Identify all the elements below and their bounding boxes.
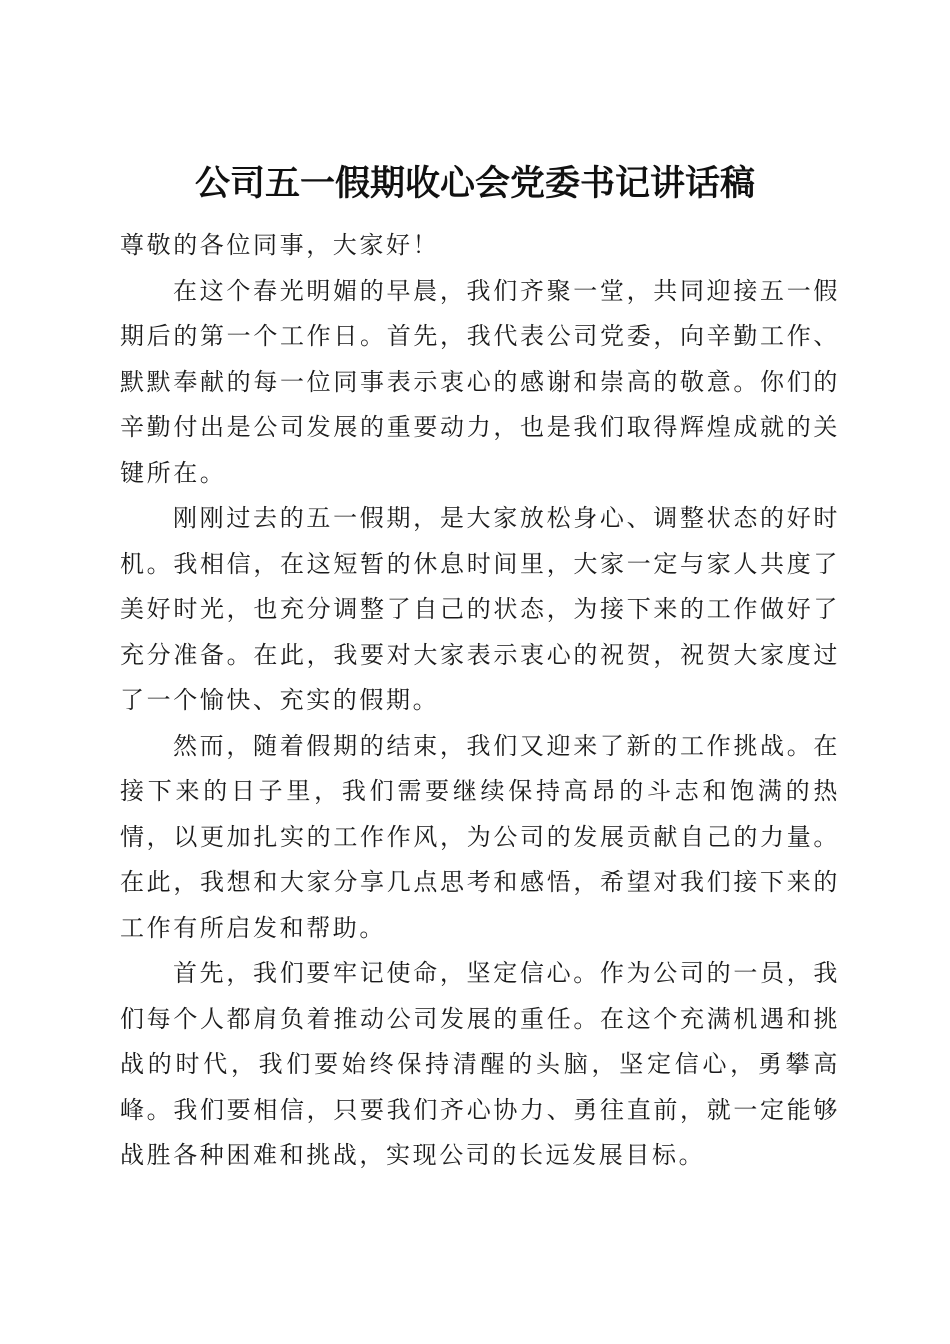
document-body xyxy=(120,223,840,1179)
paragraph-3: 然而，随着假期的结束，我们又迎来了新的工作挑战。在接下来的日子里，我们需要继续保持高昂的斗志和饱满的热情，以更加扎实的工作作风，为公司的发展贡献自己的力量。在此，我想和大家分享几点思考和感悟，希望对我们接下来的工作有所启发和帮助。 xyxy=(120,731,840,942)
paragraph-4: 首先，我们要牢记使命，坚定信心。作为公司的一员，我们每个人都肩负着推动公司发展的重任。在这个充满机遇和挑战的时代，我们要始终保持清醒的头脑，坚定信心，勇攀高峰。我们要相信，只要我们齐心协力、勇往直前，就一定能够战胜各种困难和挑战，实现公司的长远发展目标。 xyxy=(120,959,840,1169)
document-title: 公司五一假期收心会党委书记讲话稿 xyxy=(194,163,755,205)
paragraph-2: 刚刚过去的五一假期，是大家放松身心、调整状态的好时机。我相信，在这短暂的休息时间里，大家一定与家人共度了美好时光，也充分调整了自己的状态，为接下来的工作做好了充分准备。在此，我要对大家表示衷心的祝贺，祝贺大家度过了一个愉快、充实的假期。 xyxy=(120,504,840,714)
greeting-line: 尊敬的各位同事，大家好！ xyxy=(120,231,440,259)
paragraph-1: 在这个春光明媚的早晨，我们齐聚一堂，共同迎接五一假期后的第一个工作日。首先，我代表公司党委，向辛勤工作、默默奉献的每一位同事表示衷心的感谢和崇高的敬意。你们的辛勤付出是公司发展的重要动力，也是我们取得辉煌成就的关键所在。 xyxy=(120,276,840,487)
